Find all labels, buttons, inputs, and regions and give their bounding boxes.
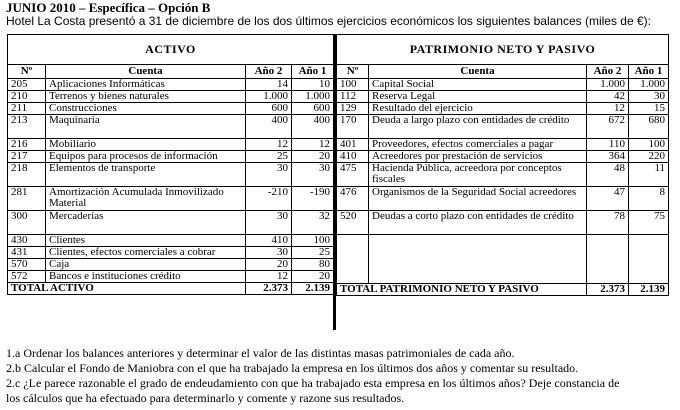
account-name: Terrenos y bienes naturales — [46, 91, 246, 103]
account-name: Acreedores por prestación de servicios — [369, 151, 587, 163]
year1-value: 30 — [292, 163, 334, 187]
year2-value: 30 — [246, 163, 292, 187]
year1-value: 20 — [292, 151, 334, 163]
table-row — [8, 139, 334, 151]
year2-value: 12 — [587, 103, 629, 115]
account-name: Amortización Acumulada Inmovilizado Material — [46, 187, 246, 211]
activo-table — [7, 34, 334, 295]
year2-value: 600 — [246, 103, 292, 115]
table-row — [8, 151, 334, 163]
table-row — [337, 139, 669, 151]
account-number: 205 — [8, 79, 46, 91]
year1-value: 32 — [292, 211, 334, 235]
total-row — [8, 283, 334, 295]
empty-cell — [337, 235, 369, 284]
account-number: 572 — [8, 271, 46, 283]
table-row — [8, 259, 334, 271]
account-name: Equipos para procesos de información — [46, 151, 246, 163]
year2-value: 30 — [246, 247, 292, 259]
exam-heading: JUNIO 2010 – Específica – Opción B — [6, 0, 211, 15]
account-name: Clientes, efectos comerciales a cobrar — [46, 247, 246, 259]
account-number: 210 — [8, 91, 46, 103]
account-name: Bancos e instituciones crédito — [46, 271, 246, 283]
empty-cell — [587, 235, 629, 284]
year2-value: 12 — [246, 271, 292, 283]
year1-value: 220 — [629, 151, 669, 163]
table-row — [337, 103, 669, 115]
year2-value: 1.000 — [246, 91, 292, 103]
total-row — [337, 284, 669, 296]
year2-value: 47 — [587, 187, 629, 211]
pasivo-title: PATRIMONIO NETO Y PASIVO — [337, 35, 669, 65]
account-number: 476 — [337, 187, 369, 211]
table-row — [337, 211, 669, 235]
intro-text: Hotel La Costa presentó a 31 de diciembre de los dos últimos ejercicios económicos los siguientes balances (miles de €): — [6, 14, 651, 28]
year2-value: 110 — [587, 139, 629, 151]
total-label: TOTAL ACTIVO — [8, 283, 246, 295]
table-row — [337, 151, 669, 163]
account-name: Clientes — [46, 235, 246, 247]
account-number: 112 — [337, 91, 369, 103]
year2-value: -210 — [246, 187, 292, 211]
pasivo-header-year1: Año 1 — [629, 65, 669, 79]
account-name: Organismos de la Seguridad Social acreedores — [369, 187, 587, 211]
account-number: 475 — [337, 163, 369, 187]
pasivo-header-year2: Año 2 — [587, 65, 629, 79]
table-row — [8, 103, 334, 115]
account-name: Proveedores, efectos comerciales a pagar — [369, 139, 587, 151]
year1-value: 20 — [292, 271, 334, 283]
empty-cell — [369, 235, 587, 284]
account-number: 213 — [8, 115, 46, 139]
year2-value: 410 — [246, 235, 292, 247]
account-number: 129 — [337, 103, 369, 115]
account-number: 520 — [337, 211, 369, 235]
empty-row — [337, 235, 669, 284]
account-name: Mercaderías — [46, 211, 246, 235]
year2-value: 20 — [246, 259, 292, 271]
year2-value: 48 — [587, 163, 629, 187]
year1-value: 1.000 — [292, 91, 334, 103]
year1-value: 15 — [629, 103, 669, 115]
pasivo-header-cuenta: Cuenta — [369, 65, 587, 79]
year2-value: 672 — [587, 115, 629, 139]
total-label: TOTAL PATRIMONIO NETO Y PASIVO — [337, 284, 587, 296]
year2-value: 30 — [246, 211, 292, 235]
question-2b: 2.b Calcular el Fondo de Maniobra con el que ha trabajado la empresa en los últimos dos años y comentar su resultado. — [6, 361, 579, 375]
account-name: Elementos de transporte — [46, 163, 246, 187]
table-row — [8, 211, 334, 235]
table-row — [8, 115, 334, 139]
account-name: Reserva Legal — [369, 91, 587, 103]
account-number: 300 — [8, 211, 46, 235]
year2-value: 364 — [587, 151, 629, 163]
account-name: Hacienda Pública, acreedora por conceptos fiscales — [369, 163, 587, 187]
account-name: Mobiliario — [46, 139, 246, 151]
questions — [6, 346, 676, 406]
table-row — [337, 91, 669, 103]
table-row — [8, 163, 334, 187]
activo-title: ACTIVO — [8, 35, 334, 65]
year1-value: 11 — [629, 163, 669, 187]
year1-value: 600 — [292, 103, 334, 115]
account-number: 431 — [8, 247, 46, 259]
year1-value: 8 — [629, 187, 669, 211]
activo-header-year2: Año 2 — [246, 65, 292, 79]
year2-value: 400 — [246, 115, 292, 139]
year2-value: 14 — [246, 79, 292, 91]
total-year2: 2.373 — [587, 284, 629, 296]
account-name: Caja — [46, 259, 246, 271]
balance-sheet — [7, 34, 668, 330]
account-number: 211 — [8, 103, 46, 115]
year2-value: 12 — [246, 139, 292, 151]
table-row — [8, 79, 334, 91]
year2-value: 78 — [587, 211, 629, 235]
year2-value: 42 — [587, 91, 629, 103]
account-number: 401 — [337, 139, 369, 151]
account-number: 218 — [8, 163, 46, 187]
total-year1: 2.139 — [629, 284, 669, 296]
year1-value: -190 — [292, 187, 334, 211]
year1-value: 12 — [292, 139, 334, 151]
account-name: Maquinaria — [46, 115, 246, 139]
account-name: Deuda a largo plazo con entidades de crédito — [369, 115, 587, 139]
question-2c: 2.c ¿Le parece razonable el grado de endeudamiento con que ha trabajado esta empresa en los últimos años? Deje constancia de — [6, 376, 620, 390]
table-row — [337, 163, 669, 187]
account-name: Resultado del ejercicio — [369, 103, 587, 115]
account-number: 217 — [8, 151, 46, 163]
year1-value: 400 — [292, 115, 334, 139]
year1-value: 680 — [629, 115, 669, 139]
year1-value: 100 — [292, 235, 334, 247]
table-row — [8, 271, 334, 283]
total-year2: 2.373 — [246, 283, 292, 295]
account-number: 100 — [337, 79, 369, 91]
table-row — [8, 187, 334, 211]
account-number: 216 — [8, 139, 46, 151]
year1-value: 1.000 — [629, 79, 669, 91]
account-name: Capital Social — [369, 79, 587, 91]
year2-value: 25 — [246, 151, 292, 163]
year1-value: 80 — [292, 259, 334, 271]
year1-value: 100 — [629, 139, 669, 151]
table-row — [337, 115, 669, 139]
account-number: 410 — [337, 151, 369, 163]
year1-value: 75 — [629, 211, 669, 235]
year1-value: 10 — [292, 79, 334, 91]
total-year1: 2.139 — [292, 283, 334, 295]
account-number: 430 — [8, 235, 46, 247]
account-number: 281 — [8, 187, 46, 211]
table-row — [8, 91, 334, 103]
year2-value: 1.000 — [587, 79, 629, 91]
year1-value: 30 — [629, 91, 669, 103]
pasivo-header-num: Nº — [337, 65, 369, 79]
table-row — [8, 235, 334, 247]
account-number: 570 — [8, 259, 46, 271]
account-name: Aplicaciones Informáticas — [46, 79, 246, 91]
table-row — [337, 187, 669, 211]
account-number: 170 — [337, 115, 369, 139]
activo-header-cuenta: Cuenta — [46, 65, 246, 79]
activo-header-num: Nº — [8, 65, 46, 79]
year1-value: 25 — [292, 247, 334, 259]
table-row — [337, 79, 669, 91]
account-name: Deudas a corto plazo con entidades de crédito — [369, 211, 587, 235]
table-row — [8, 247, 334, 259]
empty-cell — [629, 235, 669, 284]
question-1a: 1.a Ordenar los balances anteriores y determinar el valor de las distintas masas patrimoniales de cada año. — [6, 346, 515, 360]
question-2c-continued: los cálculos que ha efectuado para determinarlo y comente y razone sus resultados. — [6, 391, 405, 405]
account-name: Construcciones — [46, 103, 246, 115]
pasivo-table — [336, 34, 669, 296]
activo-header-year1: Año 1 — [292, 65, 334, 79]
